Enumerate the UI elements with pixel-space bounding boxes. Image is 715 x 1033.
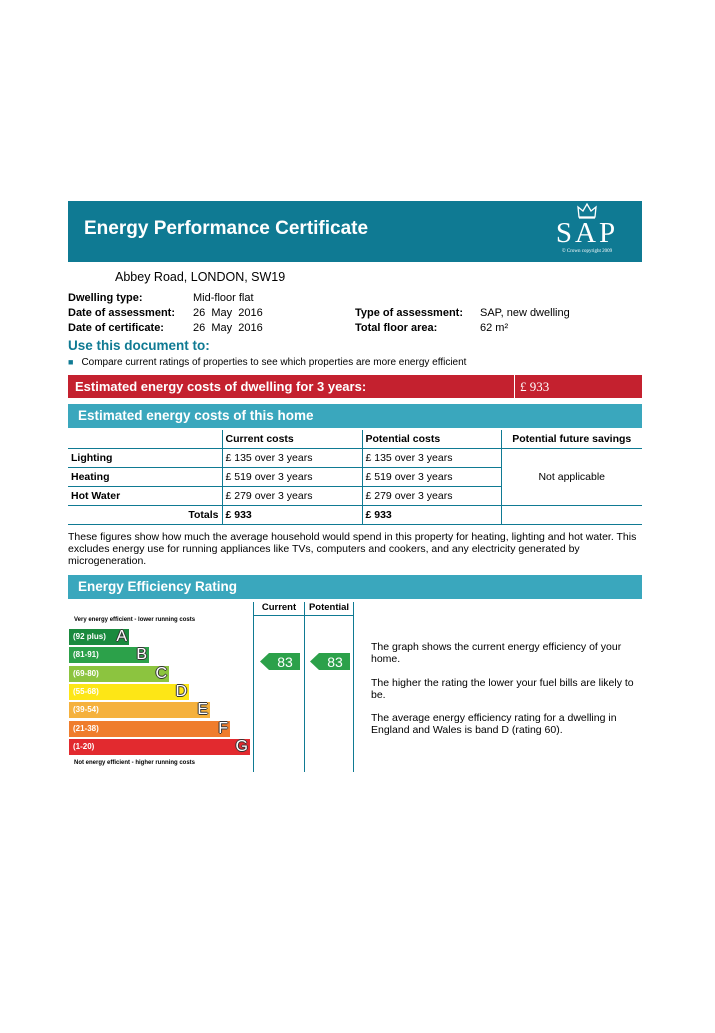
row-potential: £ 519 over 3 years bbox=[362, 468, 501, 487]
sap-logo bbox=[548, 203, 626, 259]
col-potential-label: Potential bbox=[308, 602, 350, 613]
row-label: Heating bbox=[68, 468, 222, 487]
row-label: Hot Water bbox=[68, 487, 222, 506]
potential-rating-value: 83 bbox=[327, 654, 343, 670]
band-letter: F bbox=[218, 719, 228, 737]
date-certificate-value: 26 May 2016 bbox=[193, 322, 263, 334]
date-assessment-value: 26 May 2016 bbox=[193, 307, 263, 319]
totals-potential: £ 933 bbox=[362, 506, 501, 525]
sap-copyright: © Crown copyright 2009 bbox=[561, 249, 613, 254]
efficiency-section-heading bbox=[68, 575, 642, 599]
band-range: (69-80) bbox=[73, 668, 99, 678]
date-assessment-label: Date of assessment: bbox=[68, 307, 175, 319]
costs-section-heading bbox=[68, 404, 642, 428]
chart-divider bbox=[253, 615, 354, 616]
estimated-cost-label: Estimated energy costs of dwelling for 3 years: bbox=[75, 379, 367, 394]
costs-note: These figures show how much the average household would spend in this property for heating, lighting and hot water. This excludes energy use for running appliances like TVs, computers and cookers, and any electricity generated by microgeneration. bbox=[68, 531, 637, 567]
date-certificate-label: Date of certificate: bbox=[68, 322, 164, 334]
row-label: Lighting bbox=[68, 449, 222, 468]
totals-row bbox=[68, 506, 642, 525]
table-header-blank bbox=[68, 430, 222, 449]
current-rating-arrow bbox=[260, 653, 300, 670]
efficiency-heading-text: Energy Efficiency Rating bbox=[78, 579, 238, 594]
col-current-costs: Current costs bbox=[222, 430, 362, 449]
bullet-icon: ■ bbox=[68, 357, 74, 367]
band-letter: G bbox=[235, 737, 248, 755]
dwelling-type-value: Mid-floor flat bbox=[193, 292, 254, 304]
costs-heading-text: Estimated energy costs of this home bbox=[78, 408, 314, 423]
band-range: (92 plus) bbox=[73, 632, 106, 641]
band-range: (21-38) bbox=[73, 723, 99, 733]
band-range: (39-54) bbox=[73, 705, 99, 715]
page-title: Energy Performance Certificate bbox=[84, 218, 369, 239]
rating-band-e bbox=[69, 702, 210, 718]
efficiency-text-1: The graph shows the current energy efficiency of your home. bbox=[371, 641, 622, 665]
band-letter: B bbox=[136, 646, 147, 664]
type-assessment-label: Type of assessment: bbox=[355, 307, 464, 319]
totals-current: £ 933 bbox=[222, 506, 362, 525]
band-range: (1-20) bbox=[73, 741, 95, 751]
totals-label: Totals bbox=[68, 506, 222, 525]
efficiency-text-3: The average energy efficiency rating for a dwelling in England and Wales is band D (rating 60). bbox=[371, 712, 617, 736]
totals-blank bbox=[501, 506, 642, 525]
row-potential: £ 135 over 3 years bbox=[362, 449, 501, 468]
rating-band-c bbox=[69, 666, 169, 682]
col-current-label: Current bbox=[261, 602, 297, 613]
costs-table bbox=[68, 430, 642, 525]
current-rating-value: 83 bbox=[277, 654, 293, 670]
use-document-bullet bbox=[68, 357, 466, 368]
bullet-text: Compare current ratings of properties to see which properties are more energy efficient bbox=[81, 357, 467, 368]
table-header-row bbox=[68, 430, 642, 449]
chart-divider bbox=[304, 602, 305, 772]
top-efficiency-note: Very energy efficient - lower running costs bbox=[74, 617, 196, 623]
chart-divider bbox=[353, 602, 354, 772]
band-letter: A bbox=[116, 628, 127, 645]
savings-value: Not applicable bbox=[501, 449, 642, 506]
col-future-savings: Potential future savings bbox=[501, 430, 642, 449]
chart-divider bbox=[253, 602, 254, 772]
estimated-cost-value: £ 933 bbox=[520, 379, 550, 394]
estimated-cost-bar bbox=[68, 375, 642, 398]
certificate-header bbox=[68, 201, 642, 262]
row-potential: £ 279 over 3 years bbox=[362, 487, 501, 506]
sap-logo-text: SAP bbox=[555, 217, 619, 249]
floor-area-label: Total floor area: bbox=[355, 322, 438, 334]
rating-band-b bbox=[69, 647, 149, 663]
type-assessment-value: SAP, new dwelling bbox=[480, 307, 570, 319]
band-letter: E bbox=[197, 701, 208, 719]
band-letter: D bbox=[175, 682, 187, 700]
potential-rating-arrow bbox=[310, 653, 350, 670]
rating-band-a bbox=[69, 629, 129, 645]
use-document-heading: Use this document to: bbox=[68, 338, 210, 353]
col-potential-costs: Potential costs bbox=[362, 430, 501, 449]
dwelling-type-label: Dwelling type: bbox=[68, 292, 143, 304]
floor-area-value: 62 m² bbox=[480, 322, 509, 334]
band-range: (55-68) bbox=[73, 686, 99, 696]
efficiency-text-2: The higher the rating the lower your fuel bills are likely to be. bbox=[371, 677, 634, 701]
divider bbox=[514, 375, 515, 398]
row-current: £ 135 over 3 years bbox=[222, 449, 362, 468]
table-row bbox=[68, 449, 642, 468]
band-range: (81-91) bbox=[73, 650, 99, 660]
bottom-efficiency-note: Not energy efficient - higher running costs bbox=[74, 760, 196, 766]
rating-band-d bbox=[69, 684, 189, 700]
row-current: £ 519 over 3 years bbox=[222, 468, 362, 487]
efficiency-rating-chart bbox=[68, 602, 358, 772]
row-current: £ 279 over 3 years bbox=[222, 487, 362, 506]
rating-band-f bbox=[69, 721, 230, 737]
rating-band-g bbox=[69, 739, 250, 755]
property-address: Abbey Road, LONDON, SW19 bbox=[115, 270, 286, 284]
band-letter: C bbox=[155, 664, 167, 682]
